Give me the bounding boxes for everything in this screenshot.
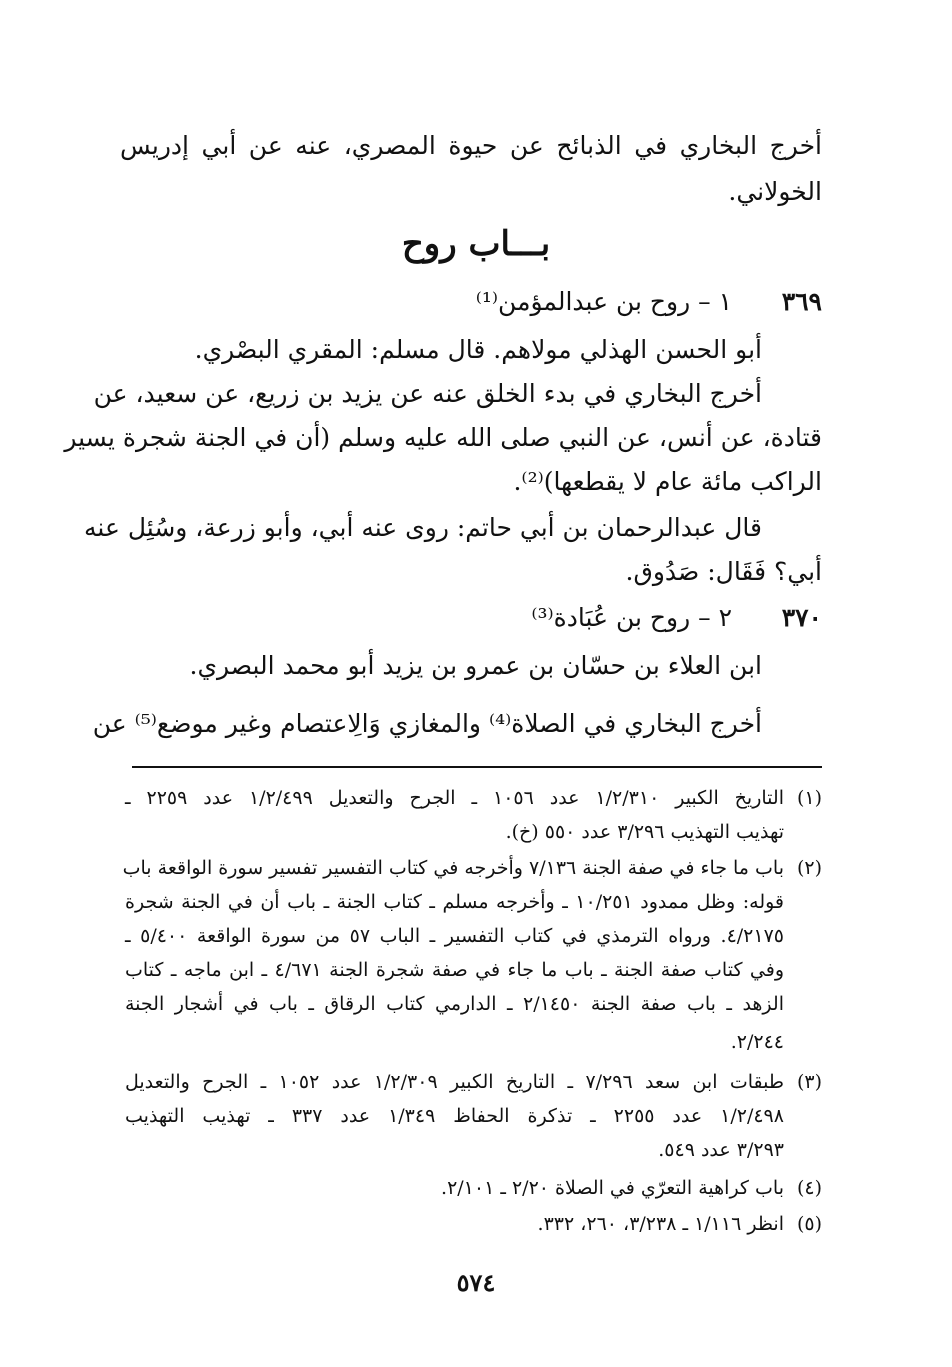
- entry-number: ٣٦٩: [781, 287, 822, 316]
- entry1-line-5: قال عبدالرحمان بن أبي حاتم: روى عنه أبي، وأبو زرعة، وسُئِل عنه: [84, 513, 762, 542]
- entry2-line-1: ابن العلاء بن حسّان بن عمرو بن يزيد أبو محمد البصري.: [189, 651, 762, 680]
- footnote-line: باب ما جاء في صفة الجنة ٧/١٣٦ وأخرجه في كتاب التفسير تفسير سورة الواقعة باب: [122, 857, 784, 879]
- entry1-line-2: أخرج البخاري في بدء الخلق عنه عن يزيد بن زريع، عن سعيد، عن: [93, 379, 762, 408]
- footnote-line: التاريخ الكبير ١/٢/٣١٠ عدد ١٠٥٦ ـ الجرح والتعديل ١/٢/٤٩٩ عدد ٢٢٥٩ ـ: [125, 787, 784, 809]
- footnote-mark: (١): [796, 787, 822, 809]
- footnote-line: قوله: وظل ممدود ١٠/٢٥١ ـ وأخرجه مسلم ـ كتاب الجنة ـ باب أن في الجنة شجرة: [125, 891, 785, 913]
- footnote-line: وفي كتاب صفة الجنة ـ باب ما جاء في صفة شجرة الجنة ٤/٦٧١ ـ ابن ماجه ـ كتاب: [125, 959, 784, 981]
- footnote-separator: [132, 766, 822, 768]
- section-title: بـــاب روح: [401, 224, 551, 264]
- page-number: ٥٧٤: [456, 1268, 496, 1297]
- footnote-line: ٢/٢٤٤.: [730, 1031, 784, 1053]
- footnote-mark: (٥): [796, 1213, 822, 1235]
- footnote-line: انظر ١/١١٦ ـ ٣/٢٣٨، ٢٦٠، ٣٣٢.: [537, 1213, 784, 1235]
- entry-name: ١ – روح بن عبدالمؤمن⁽¹⁾: [475, 287, 732, 316]
- footnote-line: تهذيب التهذيب ٣/٢٩٦ عدد ٥٥٠ (خ).: [505, 821, 784, 843]
- top-paragraph-line-2: الخولاني.: [728, 177, 822, 206]
- entry1-line-1: أبو الحسن الهذلي مولاهم. قال مسلم: المقري البصْري.: [194, 335, 762, 364]
- footnote-mark: (٢): [796, 857, 822, 879]
- footnote-mark: (٣): [796, 1071, 822, 1093]
- entry1-line-4: الراكب مائة عام لا يقطعها)⁽²⁾.: [513, 467, 822, 496]
- footnote-line: ١/٢/٤٩٨ عدد ٢٢٥٥ ـ تذكرة الحفاظ ١/٣٤٩ عدد ٣٣٧ ـ تهذيب التهذيب: [125, 1105, 784, 1127]
- entry2-line-2: أخرج البخاري في الصلاة⁽⁴⁾ والمغازي وَالِاعتصام وغير موضع⁽⁵⁾ عن: [92, 709, 762, 738]
- entry1-line-6: أبي؟ فَقَال: صَدُوق.: [625, 557, 822, 586]
- footnote-line: ٣/٢٩٣ عدد ٥٤٩.: [658, 1139, 784, 1161]
- footnote-mark: (٤): [796, 1177, 822, 1199]
- entry-name: ٢ – روح بن عُبَادة⁽³⁾: [531, 603, 732, 632]
- top-paragraph-line-1: أخرج البخاري في الذبائح عن حيوة المصري، عنه عن أبي إدريس: [120, 131, 822, 160]
- footnote-line: ٤/٢١٧٥. ورواه الترمذي في كتاب التفسير ـ الباب ٥٧ من سورة الواقعة ٥/٤٠٠ ـ: [125, 925, 785, 947]
- entry1-line-3: قتادة، عن أنس، عن النبي صلى الله عليه وسلم (أن في الجنة شجرة يسير: [64, 423, 822, 452]
- footnote-line: الزهد ـ باب صفة الجنة ٢/١٤٥٠ ـ الدارمي كتاب الرقاق ـ باب في أشجار الجنة: [125, 993, 784, 1015]
- footnote-line: طبقات ابن سعد ٧/٢٩٦ ـ التاريخ الكبير ١/٢/٣٠٩ عدد ١٠٥٢ ـ الجرح والتعديل: [125, 1071, 784, 1093]
- entry-number: ٣٧٠: [781, 603, 822, 632]
- footnote-line: باب كراهية التعرّي في الصلاة ٢/٢٠ ـ ٢/١٠١.: [441, 1177, 784, 1199]
